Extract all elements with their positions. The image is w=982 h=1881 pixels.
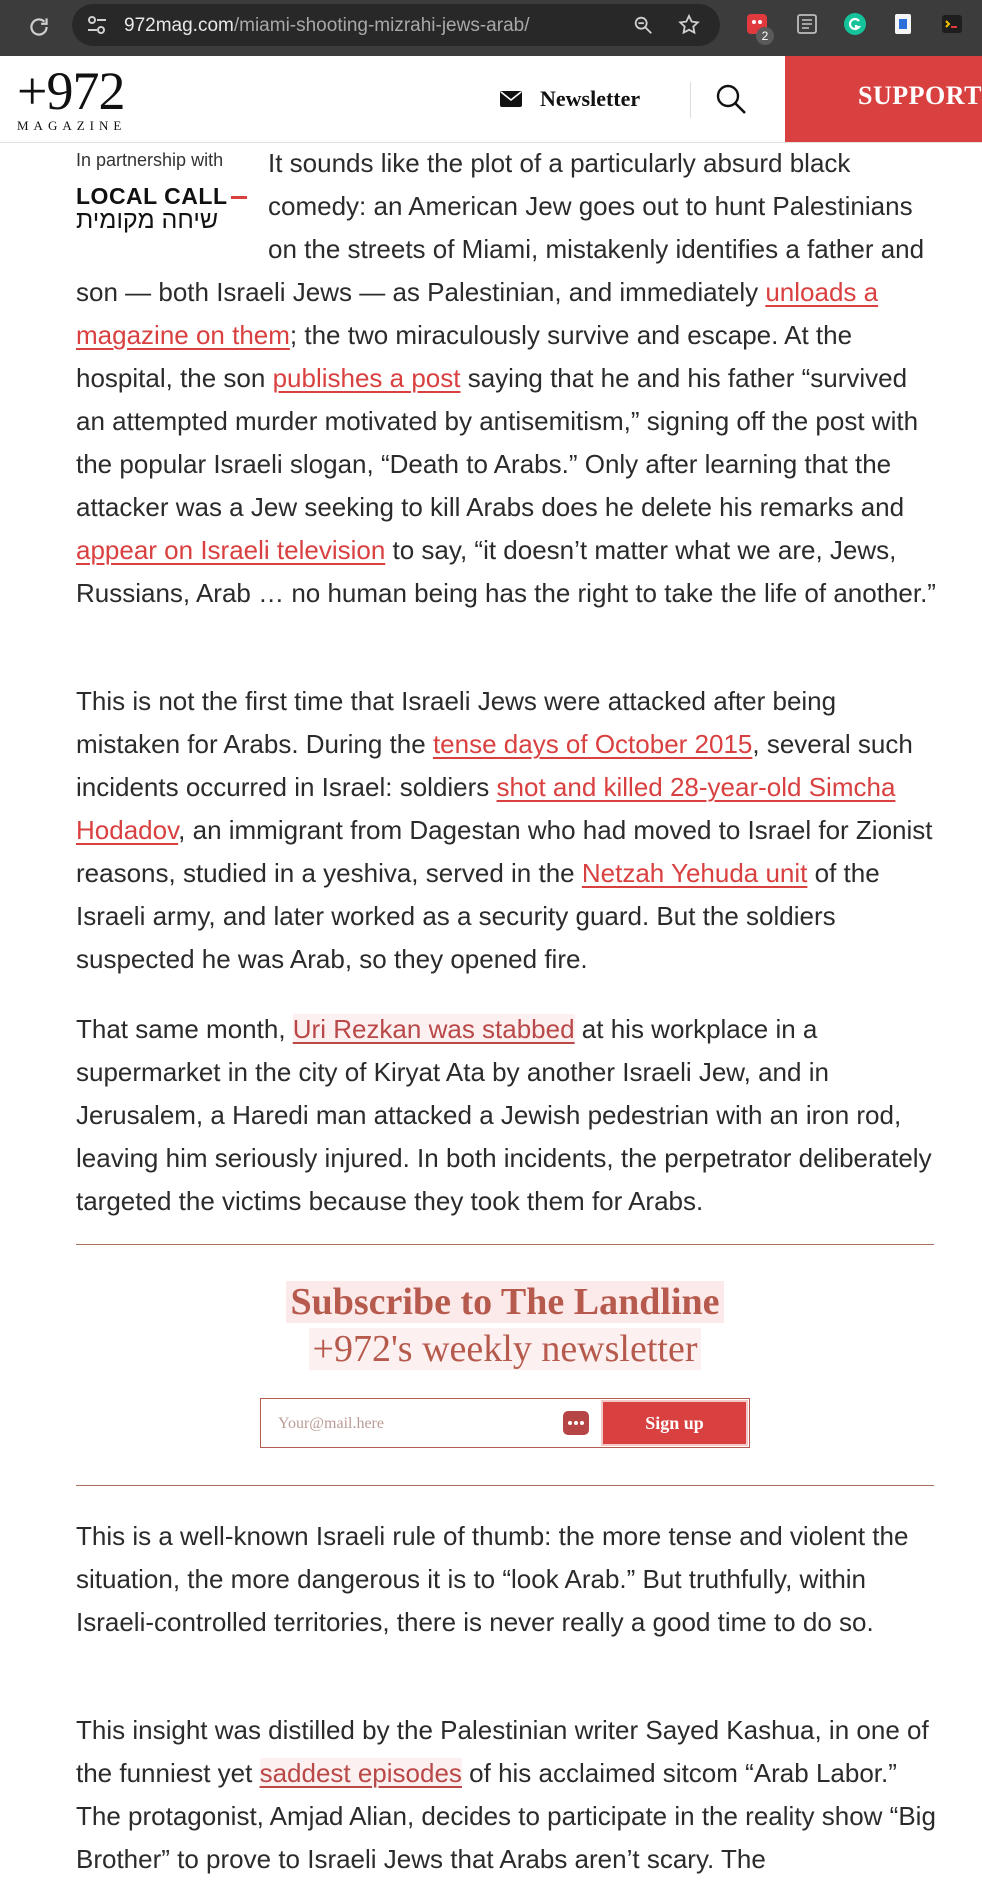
paragraph-5 (76, 1709, 936, 1881)
paragraph-3 (76, 1008, 936, 1223)
p1-text-1: It sounds like the plot of a particularly absurd black comedy: an American Jew goes out to hunt Palestinians on the streets of Miami, mistakenly identifies a father and son — both Israeli Jews — as Palestinian, and immediately (76, 148, 925, 307)
newsletter-link[interactable] (500, 84, 640, 114)
p3-text-2: at his workplace in a supermarket in the city of Kiryat Ata by another Israeli Jew, and in Jerusalem, a Haredi man attacked a Jewish pedestrian with an iron rod, leaving him seriously injured. In both incidents, the perpetrator deliberately targeted the victims because they took them for Arabs. (76, 1014, 932, 1216)
p2-text-2: , several such incidents occurred in Israel: soldiers (76, 729, 913, 802)
zoom-icon[interactable] (632, 14, 654, 36)
terminal-extension-icon[interactable] (940, 12, 964, 36)
reader-mode-icon[interactable] (795, 12, 819, 36)
newsletter-subtitle-text: +972's weekly newsletter (309, 1328, 702, 1370)
p2-text-1: This is not the first time that Israeli Jews were attacked after being mistaken for Arabs. During the (76, 686, 837, 759)
signup-button[interactable]: Sign up (603, 1402, 746, 1444)
link-israeli-television[interactable]: appear on Israeli television (76, 535, 386, 565)
link-october-2015[interactable]: tense days of October 2015 (432, 729, 753, 759)
link-netzah-yehuda[interactable]: Netzah Yehuda unit (581, 858, 808, 888)
p2-text-4: of the Israeli army, and later worked as a security guard. But the soldiers suspected he was Arab, so they opened fire. (76, 858, 880, 974)
url-domain: 972mag.com (124, 15, 234, 36)
p4-text-1: This is a well-known Israeli rule of thumb: the more tense and violent the situation, the more dangerous it is to “look Arab.” But truthfully, within Israeli-controlled territories, there is never really a good time to do so. (76, 1521, 909, 1637)
bookmark-star-icon[interactable] (677, 13, 701, 37)
address-bar[interactable] (72, 4, 720, 46)
partner-label: In partnership with (76, 150, 224, 170)
logo-number: +972 (17, 61, 125, 121)
p2-text-3: , an immigrant from Dagestan who had moved to Israel for Zionist reasons, studied in a yeshiva, served in the (76, 815, 933, 888)
paragraph-2 (76, 680, 936, 981)
support-button[interactable] (785, 56, 982, 142)
local-call-name: LOCAL CALL (76, 183, 228, 209)
newsletter-top-rule (76, 1244, 934, 1245)
grammarly-icon[interactable] (843, 12, 867, 36)
p5-text-1: This insight was distilled by the Palestinian writer Sayed Kashua, in one of the funniest yet (76, 1715, 929, 1788)
link-unloads-magazine[interactable]: unloads a magazine on them (76, 277, 879, 350)
p1-text-3: saying that he and his father “survived an attempted murder motivated by antisemitism,” signing off the post with the popular Israeli slogan, “Death to Arabs.” Only after learning that the attacker was a Jew seeking to kill Arabs does he delete his remarks and (76, 363, 919, 522)
url-text[interactable] (124, 15, 529, 37)
p3-text-1: That same month, (76, 1014, 293, 1044)
link-saddest-episodes[interactable]: saddest episodes (259, 1758, 462, 1788)
site-logo[interactable] (17, 61, 147, 134)
link-simcha-hodadov[interactable]: shot and killed 28-year-old Simcha Hodadov (76, 772, 896, 845)
url-path: /miami-shooting-mizrahi-jews-arab/ (233, 15, 530, 36)
site-header (0, 56, 982, 143)
p1-text-2: ; the two miraculously survive and escape. At the hospital, the son (76, 320, 853, 393)
newsletter-bottom-rule (76, 1485, 934, 1486)
search-icon[interactable] (714, 82, 748, 116)
local-call-hebrew: שיחה מקומית (76, 206, 219, 234)
extension-badge: 2 (756, 27, 774, 45)
logo-subtitle: MAGAZINE (17, 118, 127, 133)
reload-icon[interactable] (26, 14, 52, 40)
newsletter-form (260, 1398, 750, 1448)
p5-text-2: of his acclaimed sitcom “Arab Labor.” The protagonist, Amjad Alian, decides to participate in the reality show “Big Brother” to prove to Israeli Jews that Arabs aren’t scary. The (76, 1758, 936, 1874)
paragraph-1 (76, 142, 936, 615)
newsletter-label: Newsletter (540, 86, 641, 111)
envelope-icon (500, 91, 522, 107)
newsletter-title-text: Subscribe to The Landline (286, 1281, 723, 1323)
link-publishes-post[interactable]: publishes a post (272, 363, 461, 393)
browser-toolbar (0, 0, 982, 56)
link-uri-rezkan[interactable]: Uri Rezkan was stabbed (292, 1014, 575, 1044)
newsletter-subtitle (76, 1327, 934, 1371)
header-divider (690, 82, 691, 118)
paragraph-4 (76, 1515, 936, 1644)
password-manager-icon[interactable] (563, 1411, 589, 1435)
extension-doc-icon[interactable] (891, 12, 915, 36)
newsletter-title (76, 1280, 934, 1324)
p1-text-4: to say, “it doesn’t matter what we are, Jews, Russians, Arab … no human being has the right to take the life of another.” (76, 535, 936, 608)
site-settings-icon[interactable] (86, 15, 108, 35)
support-label: SUPPORT (858, 81, 982, 110)
